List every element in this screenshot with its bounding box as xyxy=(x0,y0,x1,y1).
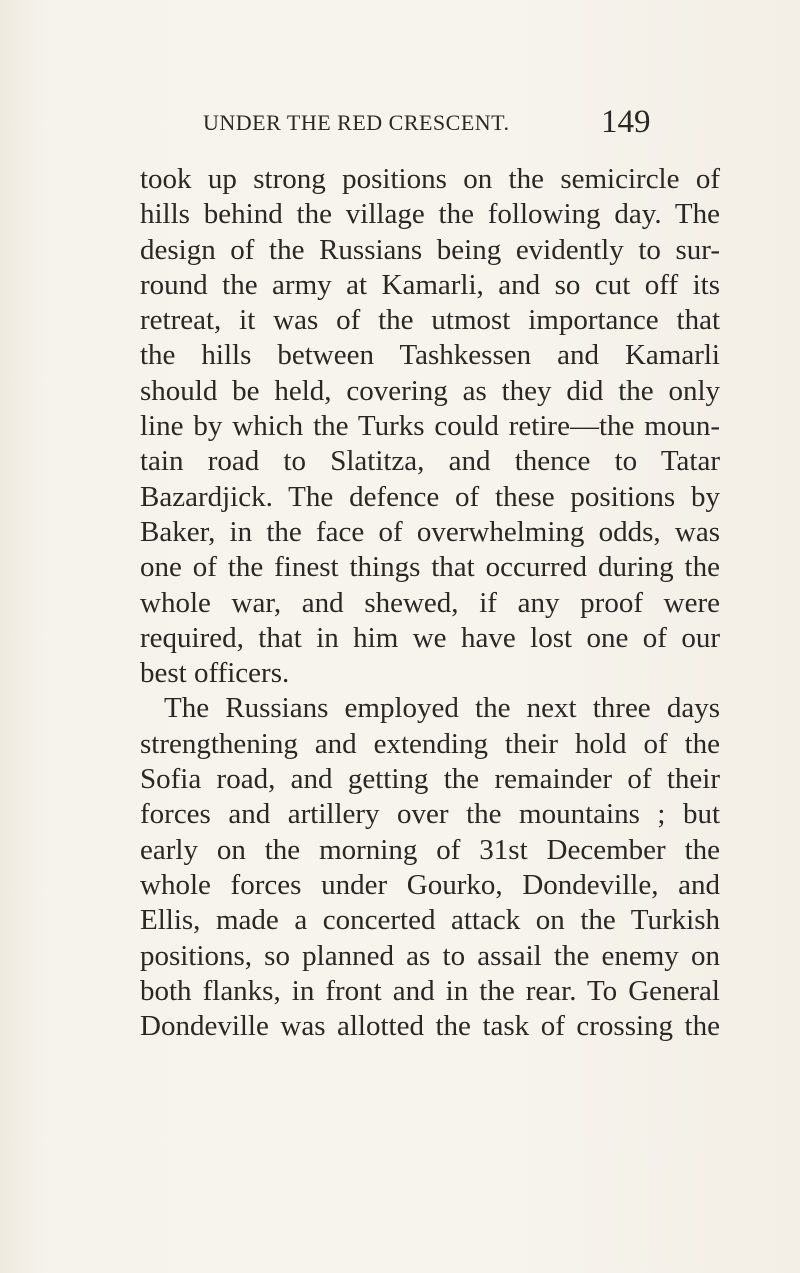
text-line: tain road to Slatitza, and thence to Tatar xyxy=(140,445,720,478)
text-line: one of the finest things that occurred during the xyxy=(140,551,720,584)
page-number: 149 xyxy=(601,104,651,140)
text-line: required, that in him we have lost one of our xyxy=(140,621,720,654)
text-line: Baker, in the face of overwhelming odds, was xyxy=(140,515,720,548)
text-line: should be held, covering as they did the only xyxy=(140,374,720,407)
body-text xyxy=(140,162,720,1044)
text-line: retreat, it was of the utmost importance that xyxy=(140,304,720,337)
text-line: strengthening and extending their hold of the xyxy=(140,727,720,760)
text-line: Sofia road, and getting the remainder of their xyxy=(140,763,720,796)
text-line: hills behind the village the following day. The xyxy=(140,198,720,231)
text-line: line by which the Turks could retire—the moun- xyxy=(140,410,720,443)
text-line: early on the morning of 31st December the xyxy=(140,833,720,866)
text-line: The Russians employed the next three days xyxy=(164,692,720,725)
text-line: Ellis, made a concerted attack on the Turkish xyxy=(140,904,720,937)
text-line: whole war, and shewed, if any proof were xyxy=(140,586,720,619)
text-line: round the army at Kamarli, and so cut off its xyxy=(140,268,720,301)
text-line: best officers. xyxy=(140,657,290,690)
page-header xyxy=(0,104,800,164)
running-title: UNDER THE RED CRESCENT. xyxy=(203,110,510,135)
text-line: both flanks, in front and in the rear. To General xyxy=(140,974,720,1007)
text-line: Dondeville was allotted the task of crossing the xyxy=(140,1010,720,1043)
text-line: positions, so planned as to assail the enemy on xyxy=(140,939,720,972)
text-line: Bazardjick. The defence of these positions by xyxy=(140,480,720,513)
text-line: the hills between Tashkessen and Kamarli xyxy=(140,339,720,372)
text-line: forces and artillery over the mountains ; but xyxy=(140,798,720,831)
text-line: whole forces under Gourko, Dondeville, and xyxy=(140,868,720,901)
text-line: design of the Russians being evidently to sur- xyxy=(140,233,720,266)
text-line: took up strong positions on the semicircle of xyxy=(140,163,720,195)
